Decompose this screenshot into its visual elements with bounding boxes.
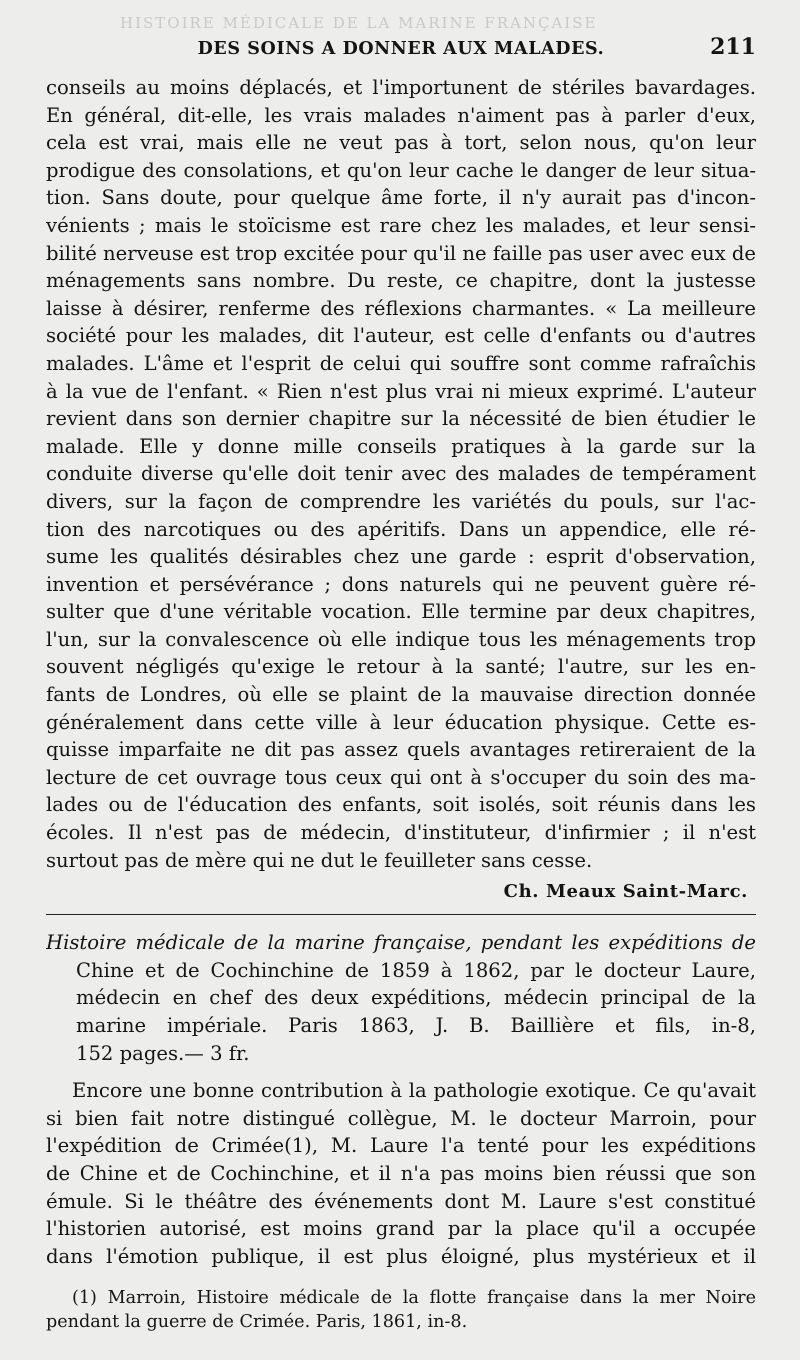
text-line: conseils au moins déplacés, et l'importunent de stériles bavardages. [46,76,756,99]
text-line: dans l'émotion publique, il est plus éloigné, plus mystérieux et il [46,1244,756,1268]
review-title-line: médecin en chef des deux expéditions, médecin principal de la [76,986,756,1010]
text-line: souvent négligés qu'exige le retour à la santé; l'autre, sur les en- [46,655,756,679]
page-number: 211 [710,34,756,60]
review-title-line: Chine et de Cochinchine de 1859 à 1862, par le docteur Laure, [76,958,756,982]
running-title: DES SOINS A DONNER AUX MALADES. [197,39,605,59]
text-line: quisse imparfaite ne dit pas assez quels avantages retireraient de la [46,738,756,762]
section-divider [46,914,756,915]
text-line: sulter que d'une véritable vocation. Elle termine par deux chapitres, [46,600,756,624]
footnote-line: pendant la guerre de Crimée. Paris, 1861, in-8. [46,1312,468,1333]
review-title-line: marine impériale. Paris 1863, J. B. Baillière et fils, in-8, [76,1014,756,1037]
text-line: malade. Elle y donne mille conseils pratiques à la garde sur la [46,434,756,458]
review-heading [46,929,756,1067]
paragraph-review-continuation [46,74,756,874]
text-line: lades ou de l'éducation des enfants, soit isolés, soit réunis dans les [46,793,756,817]
text-line: émule. Si le théâtre des événements dont M. Laure s'est constitué [46,1189,756,1213]
running-head [46,34,756,68]
text-line: conduite diverse qu'elle doit tenir avec des malades de tempérament [46,462,756,486]
text-line: prodigue des consolations, et qu'on leur cache le danger de leur situa- [46,158,756,182]
text-line: cela est vrai, mais elle ne veut pas à tort, selon nous, qu'on leur [46,131,756,155]
text-line: laisse à désirer, renferme des réflexions charmantes. « La meilleure [46,296,756,320]
text-line: vénients ; mais le stoïcisme est rare chez les malades, et leur sensi- [46,213,756,237]
text-line: ménagements sans nombre. Du reste, ce chapitre, dont la justesse [46,269,756,293]
text-line: divers, sur la façon de comprendre les variétés du pouls, sur l'ac- [46,489,756,513]
text-line: écoles. Il n'est pas de médecin, d'instituteur, d'infirmier ; il n'est [46,821,756,845]
footnote-line: (1) Marroin, Histoire médicale de la flotte française dans la mer Noire [72,1288,756,1309]
text-line: tion des narcotiques ou des apéritifs. Dans un appendice, elle ré- [46,517,756,541]
text-line: généralement dans cette ville à leur éducation physique. Cette es- [46,710,756,734]
text-line: à la vue de l'enfant. « Rien n'est plus vrai ni mieux exprimé. L'auteur [46,379,756,403]
text-line: de Chine et de Cochinchine, et il n'a pas moins bien réussi que son [46,1161,756,1185]
text-line: l'un, sur la convalescence où elle indique tous les ménagements trop [46,627,756,651]
footnote [46,1286,756,1334]
text-line: l'expédition de Crimée(1), M. Laure l'a tenté pour les expéditions [46,1134,756,1158]
bleed-through-text: HISTOIRE MÉDICALE DE LA MARINE FRANÇAISE [120,14,598,32]
text-line: société pour les malades, dit l'auteur, est celle d'enfants ou d'autres [46,324,756,348]
text-line: surtout pas de mère qui ne dut le feuilleter sans cesse. [46,848,593,872]
text-line: tion. Sans doute, pour quelque âme forte, il n'y aurait pas d'incon- [46,186,756,210]
paragraph-review-body [46,1077,756,1270]
text-line: Encore une bonne contribution à la pathologie exotique. Ce qu'avait [72,1079,756,1103]
review-title-line: Histoire médicale de la marine française, pendant les expéditions de [46,931,756,955]
text-line: fants de Londres, où elle se plaint de la mauvaise direction donnée [46,683,756,707]
text-line: lecture de cet ouvrage tous ceux qui ont à s'occuper du soin des ma- [46,765,756,789]
text-line: si bien fait notre distingué collègue, M. le docteur Marroin, pour [46,1106,756,1130]
text-line: l'historien autorisé, est moins grand par la place qu'il a occupée [46,1217,756,1241]
text-line: En général, dit-elle, les vrais malades n'aiment pas à parler d'eux, [46,103,756,127]
text-line: malades. L'âme et l'esprit de celui qui souffre sont comme rafraîchis [46,351,756,375]
text-line: revient dans son dernier chapitre sur la nécessité de bien étudier le [46,407,756,431]
text-line: sume les qualités désirables chez une garde : esprit d'observation, [46,545,756,569]
text-line: bilité nerveuse est trop excitée pour qu'il ne faille pas user avec eux de [46,241,756,265]
text-line: invention et persévérance ; dons naturels qui ne peuvent guère ré- [46,572,756,596]
review-title-line: 152 pages.— 3 fr. [76,1041,250,1065]
author-signature: Ch. Meaux Saint-Marc. [503,881,748,903]
